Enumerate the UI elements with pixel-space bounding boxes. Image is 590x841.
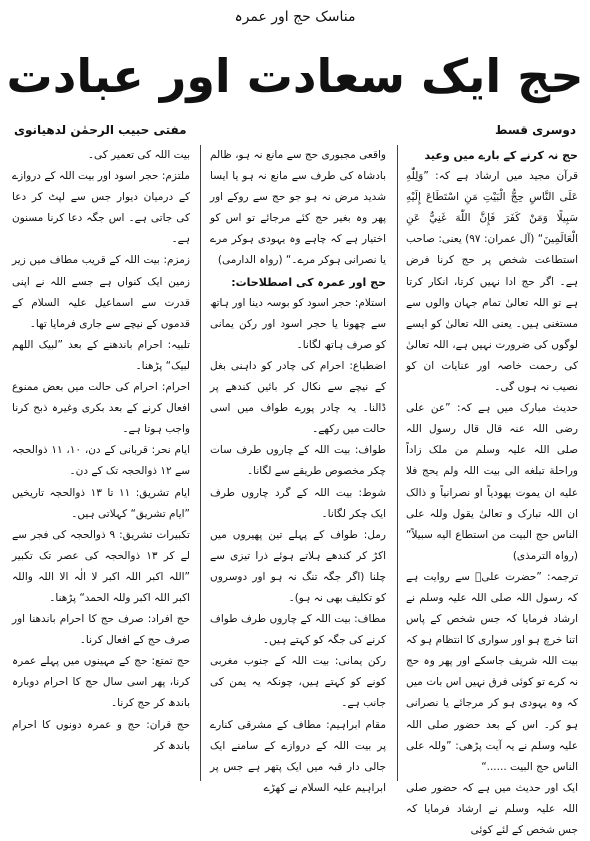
- column-left: [12, 145, 190, 781]
- paragraph: تکبیرات تشریق: ۹ ذوالحجہ کی فجر سے لے کر ۱۳ ذوالحجہ کی عصر تک تکبیر ”اللہ اکبر اللہ اکبر لا الٰہ الا اللہ واللہ اکبر اللہ اکبر وللہ الحمد“ پڑھنا۔: [12, 528, 190, 604]
- paragraph: شوط: بیت اللہ کے گرد چاروں طرف ایک چکر لگانا۔: [210, 486, 386, 520]
- paragraph: ترجمہ: ”حضرت علیؓ سے روایت ہے کہ رسول اللہ صلی اللہ علیہ وسلم نے ارشاد فرمایا کہ جس شخص کے پاس اتنا خرچ ہو اور سواری کا انتظام ہو کہ بیت اللہ شریف جاسکے اور پھر وہ حج نہ کرے تو کوئی فرق نہیں اس بات میں کہ وہ یہودی ہو کر مرجائے یا نصرانی ہو کر۔ اس کے بعد حضور صلی اللہ علیہ وسلم نے یہ آیت پڑھی: ”وللہ علی الناس حج البیت ......“: [406, 570, 578, 773]
- paragraph: واقعی مجبوری حج سے مانع نہ ہو، ظالم بادشاہ کی طرف سے مانع نہ ہو یا ایسا شدید مرض نہ ہو جو حج سے روکے اور پھر وہ بغیر حج کئے مرجائے تو اس کو اختیار ہے کہ چاہے وہ یہودی ہوکر مرے یا نصرانی ہوکر مرے۔“ (رواہ الدارمی): [210, 149, 386, 267]
- paragraph: طواف: بیت اللہ کے چاروں طرف سات چکر مخصوص طریقے سے لگانا۔: [210, 444, 386, 478]
- section-heading: حج نہ کرنے کے بارے میں وعید: [424, 149, 578, 162]
- paragraph: رمل: طواف کے پہلے تین پھیروں میں اکڑ کر کندھے ہلاتے ہوئے ذرا تیزی سے چلنا (اگر جگہ تنگ نہ ہو اور دوسروں کو تکلیف بھی نہ ہو)۔: [210, 528, 386, 604]
- section-heading: حج اور عمرہ کی اصطلاحات:: [231, 275, 386, 289]
- paragraph: مطاف: بیت اللہ کے چاروں طرف طواف کرنے کی جگہ کو کہتے ہیں۔: [210, 613, 386, 647]
- column-kicker: مناسک حج اور عمرہ: [234, 9, 356, 25]
- paragraph: حدیث مبارک میں ہے کہ: ”عن علی رضی اللہ عنہ قال قال رسول اللہ صلی اللہ علیہ وسلم من ملک زاداً وراحلة تبلغه الی بیت اللہ ولم یحج فلا علیه ان یموت یهودیاً او نصرانیاً و ذالک ان اللہ تبارک و تعالیٰ یقول وللہ علی الناس حج البیت من استطاع الیه سبیلاً“ (رواہ الترمذی): [406, 402, 578, 562]
- paragraph: ایام نحر: قربانی کے دن، ۱۰، ۱۱ ذوالحجہ سے ۱۲ ذوالحجہ تک کے دن۔: [12, 444, 190, 478]
- paragraph: استلام: حجر اسود کو بوسہ دینا اور ہاتھ سے چھونا یا حجر اسود اور رکن یمانی کو صرف ہاتھ لگانا۔: [210, 296, 386, 351]
- column-right: [406, 145, 579, 836]
- author-byline: مفتی حبیب الرحمٰن لدھیانوی: [14, 123, 187, 137]
- paragraph: حج تمتع: حج کے مہینوں میں پہلے عمرہ کرنا، پھر اسی سال حج کا احرام دوبارہ باندھ کر حج کرنا۔: [12, 655, 190, 710]
- column-middle: [210, 145, 386, 794]
- paragraph: ایام تشریق: ۱۱ تا ۱۳ ذوالحجہ تاریخیں ”ایام تشریق“ کہلاتی ہیں۔: [12, 486, 191, 520]
- paragraph: احرام: احرام کی حالت میں بعض ممنوع افعال کرنے کے بعد بکری وغیرہ ذبح کرنا واجب ہوتا ہے۔: [12, 381, 190, 436]
- column-divider: [200, 145, 201, 781]
- paragraph: اضطباع: احرام کی چادر کو داہنی بغل کے نیچے سے نکال کر بائیں کندھے پر ڈالنا۔ یہ چادر پورے طواف میں اسی حالت میں رکھے۔: [210, 359, 386, 436]
- paragraph: قرآن مجید میں ارشاد ہے کہ: ”وَلِلّٰهِ عَلَى النَّاسِ حِجُّ الْبَيْتِ مَنِ اسْتَطَاعَ إِلَيْهِ سَبِيلًا وَمَنْ كَفَرَ فَإِنَّ اللّٰهَ غَنِيٌّ عَنِ الْعَالَمِينَ“ (آل عمران: ۹۷) یعنی: صاحب استطاعت شخص پر حج کرنا فرض ہے۔ اگر حج ادا نہیں کرتا، انکار کرتا ہے تو اللہ تعالیٰ تمام جہان والوں سے مستغنی ہیں۔ یعنی اللہ تعالیٰ کو ایسے لوگوں کی ضرورت نہیں ہے، اللہ تعالیٰ کی رحمت خاصہ اور عنایات ان کو نصیب نہ ہوں گی۔: [406, 170, 579, 394]
- paragraph: حج قران: حج و عمرہ دونوں کا احرام باندھ کر: [12, 718, 190, 752]
- paragraph: مقام ابراہیم: مطاف کے مشرقی کنارے پر بیت اللہ کے دروازے کے سامنے ایک جالی دار قبہ میں ایک پتھر ہے جس پر ابراہیم علیہ السلام نے کھڑے: [210, 718, 386, 794]
- column-divider: [397, 145, 398, 781]
- paragraph: ایک اور حدیث میں ہے کہ حضور صلی اللہ علیہ وسلم نے ارشاد فرمایا کہ جس شخص کے لئے کوئی: [406, 781, 578, 836]
- series-label: دوسری قسط: [495, 123, 576, 137]
- paragraph: زمزم: بیت اللہ کے قریب مطاف میں زیر زمین ایک کنواں ہے جسے اللہ نے اپنی قدرت سے اسماعیل علیہ السلام کے قدموں کے نیچے سے جاری فرمایا تھا۔: [12, 254, 190, 330]
- paragraph: رکن یمانی: بیت اللہ کے جنوب مغربی کونے کو کہتے ہیں، چونکہ یہ یمن کی جانب ہے۔: [210, 655, 386, 710]
- article-headline: حج ایک سعادت اور عبادت: [6, 49, 584, 103]
- paragraph: بیت اللہ کی تعمیر کی۔: [87, 149, 190, 161]
- paragraph: حج افراد: صرف حج کا احرام باندھنا اور صرف حج کے افعال کرنا۔: [12, 613, 190, 647]
- paragraph: ملتزم: حجر اسود اور بیت اللہ کے دروازے کے درمیان دیوار جس سے لپٹ کر دعا کی جاتی ہے۔ اس جگہ دعا کرنا مسنون ہے۔: [12, 170, 190, 246]
- paragraph: تلبیہ: احرام باندھنے کے بعد ”لبیک اللھم لبیک“ پڑھنا۔: [12, 338, 190, 372]
